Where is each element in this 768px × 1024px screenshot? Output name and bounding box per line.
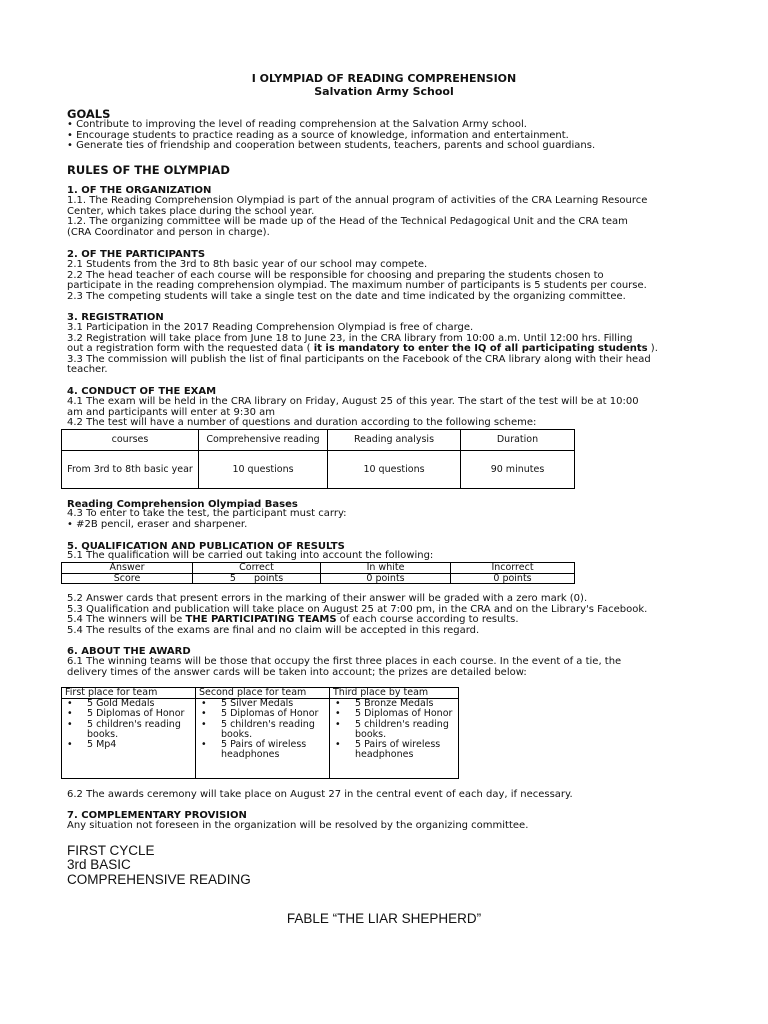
table-header-cell: Reading analysis [328,430,461,451]
table-header-row [62,563,575,574]
list-item: • 5 Silver Medals [199,699,329,709]
section-1-heading: 1. OF THE ORGANIZATION [67,185,212,196]
paragraph-line: 2.2 The head teacher of each course will be responsible for choosing and preparing the students chosen to [67,269,604,281]
list-item: • 5 children's reading books. [199,720,329,740]
table-header-cell: Answer [62,563,193,574]
bases-heading: Reading Comprehension Olympiad Bases [67,499,298,510]
list-item: • 5 Diplomas of Honor [65,709,195,719]
table-header-cell: In white [321,563,451,574]
text-run: ). [647,343,658,355]
section-3-heading: 3. REGISTRATION [67,312,164,323]
section-4-heading: 4. CONDUCT OF THE EXAM [67,386,217,397]
paragraph-line: 5.4 The results of the exams are final and no claim will be accepted in this regard. [67,624,480,636]
section-7-body: Any situation not foreseen in the organization will be resolved by the organizing committee. [67,820,529,831]
section-7-heading: 7. COMPLEMENTARY PROVISION [67,810,247,821]
goals-heading: GOALS [67,107,111,121]
rules-heading: RULES OF THE OLYMPIAD [67,163,230,177]
table-header-cell: Comprehensive reading [199,430,328,451]
prizes-table [61,687,459,779]
paragraph-line: 1.1. The Reading Comprehension Olympiad is part of the annual program of activities of the CRA Learning Resource [67,195,648,206]
table-header-row [62,430,575,451]
list-item: • 5 Bronze Medals [333,699,458,709]
section-1-body [67,196,712,238]
table-cell: 10 questions [328,451,461,489]
prize-list-second [199,699,329,760]
paragraph-line: 2.1 Students from the 3rd to 8th basic year of our school may compete. [67,259,428,270]
paragraph-line: Center, which takes place during the school year. [67,205,315,217]
paragraph-line: 4.1 The exam will be held in the CRA library on Friday, August 25 of this year. The start of the test will be at 10:00 [67,396,639,407]
paragraph-line: 2.3 The competing students will take a single test on the date and time indicated by the organizing committee. [67,290,626,302]
goal-item: • Generate ties of friendship and cooperation between students, teachers, parents and school guardians. [67,140,596,152]
table-row [62,451,575,489]
reading-label: COMPREHENSIVE READING [67,872,251,887]
paragraph-line: 3.3 The commission will publish the list of final participants on the Facebook of the CRA library along with their head [67,353,651,365]
paragraph-line: am and participants will enter at 9:30 am [67,406,276,418]
text-run: of each course according to results. [336,614,519,626]
list-item: • 5 Diplomas of Honor [333,709,458,719]
paragraph-line: 5.2 Answer cards that present errors in the marking of their answer will be graded with a zero mark (0). [67,593,588,604]
section-2-body [67,260,712,302]
paragraph-line: 5.3 Qualification and publication will take place on August 25 at 7:00 pm, in the CRA and on the Library's Facebook. [67,603,648,615]
document-title: I OLYMPIAD OF READING COMPREHENSION [251,72,517,85]
bases-body [67,509,712,530]
section-6-ceremony: 6.2 The awards ceremony will take place on August 27 in the central event of each day, if necessary. [67,789,573,800]
section-5-heading: 5. QUALIFICATION AND PUBLICATION OF RESULTS [67,541,345,552]
table-header-cell: Correct [193,563,321,574]
table-cell: Score [62,573,193,584]
table-header-cell: Duration [461,430,575,451]
table-cell [330,699,459,779]
list-item: • 5 children's reading books. [333,720,458,740]
paragraph-line: participate in the reading comprehension olympiad. The maximum number of participants is 5 students per course. [67,280,647,292]
text-run: out a registration form with the requested data ( [67,343,314,355]
table-header-cell: Second place for team [196,688,330,699]
goal-item: • Encourage students to practice reading as a source of knowledge, information and entertainment. [67,129,569,141]
table-header-cell: First place for team [62,688,196,699]
prize-list-first [65,699,195,750]
table-cell: 0 points [321,573,451,584]
section-2-heading: 2. OF THE PARTICIPANTS [67,249,206,260]
paragraph-line: 1.2. The organizing committee will be made up of the Head of the Technical Pedagogical Unit and the CRA team [67,216,628,228]
table-cell: From 3rd to 8th basic year [62,451,199,489]
paragraph-line: • #2B pencil, eraser and sharpener. [67,518,248,530]
section-6-heading: 6. ABOUT THE AWARD [67,646,191,657]
table-cell [62,699,196,779]
section-6-body [67,657,712,678]
section-3-body [67,323,712,376]
score-table [61,562,575,584]
exam-scheme-table [61,429,575,489]
table-row [62,699,459,779]
emphasis-text: THE PARTICIPATING TEAMS [185,614,337,626]
list-item: • 5 Diplomas of Honor [199,709,329,719]
paragraph-line: 3.1 Participation in the 2017 Reading Comprehension Olympiad is free of charge. [67,322,474,333]
goals-list [67,120,712,152]
table-cell: 90 minutes [461,451,575,489]
cycle-label: FIRST CYCLE [67,843,155,858]
list-item: • 5 children's reading books. [65,720,195,740]
text-run: 5.4 The winners will be [67,614,186,626]
fable-title: FABLE “THE LIAR SHEPHERD” [286,911,482,926]
table-header-cell: Incorrect [451,563,575,574]
table-cell: 10 questions [199,451,328,489]
list-item: • 5 Pairs of wireless headphones [199,740,329,760]
section-5-intro: 5.1 The qualification will be carried out taking into account the following: [67,550,434,561]
goal-item: • Contribute to improving the level of reading comprehension at the Salvation Army school. [67,119,527,130]
table-header-cell: Third place by team [330,688,459,699]
section-5-body [67,594,712,636]
list-item: • 5 Mp4 [65,740,195,750]
paragraph-line: 4.2 The test will have a number of questions and duration according to the following scheme: [67,417,537,429]
list-item: • 5 Gold Medals [65,699,195,709]
list-item: • 5 Pairs of wireless headphones [333,740,458,760]
paragraph-line: 4.3 To enter to take the test, the participant must carry: [67,508,347,519]
paragraph-line: 6.1 The winning teams will be those that occupy the first three places in each course. In the event of a tie, the [67,656,622,667]
prize-list-third [333,699,458,760]
paragraph-line: teacher. [67,364,108,376]
paragraph-line: delivery times of the answer cards will be taken into account; the prizes are detailed below: [67,666,527,678]
section-4-body [67,397,712,429]
emphasis-text: it is mandatory to enter the IQ of all participating students [313,343,648,355]
document-subtitle: Salvation Army School [314,85,454,98]
table-header-row [62,688,459,699]
table-cell: 5 points [193,573,321,584]
table-cell: 0 points [451,573,575,584]
table-row [62,573,575,584]
paragraph-line: (CRA Coordinator and person in charge). [67,226,270,238]
table-cell [196,699,330,779]
table-header-cell: courses [62,430,199,451]
paragraph-line: 3.2 Registration will take place from June 18 to June 23, in the CRA library from 10:00 a.m. Until 12:00 hrs. Filling [67,332,633,344]
grade-label: 3rd BASIC [67,857,131,872]
